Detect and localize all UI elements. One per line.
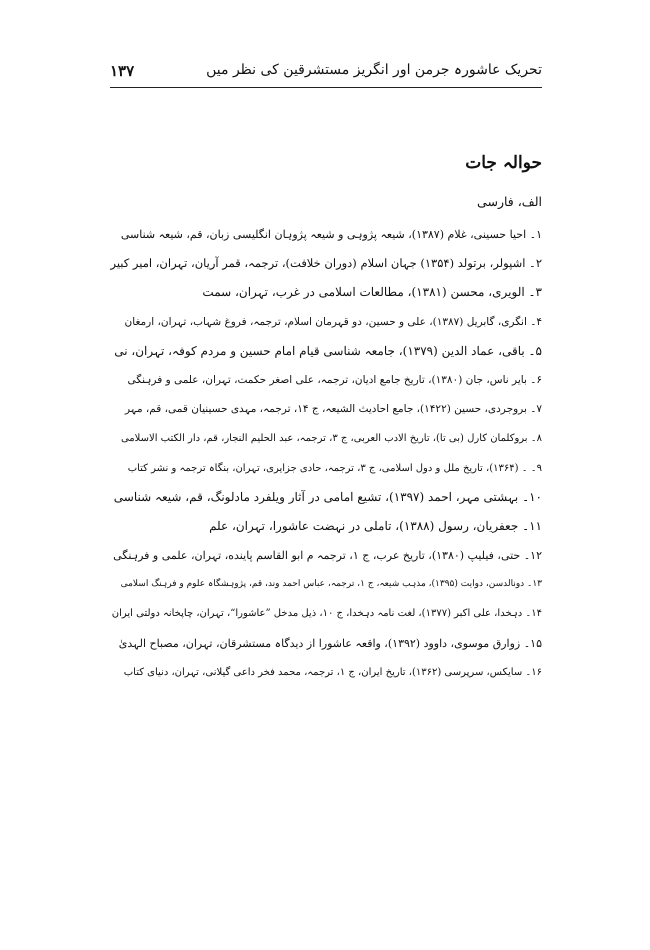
page-header xyxy=(110,62,542,86)
reference-item: ۱۰۔ بہشتی مہر، احمد (۱۳۹۷)، تشیع امامی در آثار ویلفرد مادلونگ، قم، شیعہ شناسی xyxy=(113,489,542,504)
reference-item: ۹۔ ۔ (۱۳۶۴)، تاریخ ملل و دول اسلامی، ج ۳، ترجمہ، حادی جزایری، تہران، بنگاہ ترجمہ و نشر کتاب xyxy=(127,462,542,474)
reference-item: ۲۔ اشپولر، برتولد (۱۳۵۴) جہان اسلام (دوران خلافت)، ترجمہ، قمر آریان، تہران، امیر کبیر xyxy=(110,256,542,271)
reference-item: ۱۳۔ دونالدسن، دوایت (۱۳۹۵)، مذہب شیعہ، ج ۱، ترجمہ، عباس احمد وند، قم، پژوہشگاہ علوم و فرہنگ اسلامی xyxy=(120,579,542,590)
references-section xyxy=(110,148,542,687)
reference-item: ۱۱۔ جعفریان، رسول (۱۳۸۸)، تاملی در نہضت عاشورا، تہران، علم xyxy=(209,518,542,533)
header-rule xyxy=(110,87,542,88)
reference-item: ۱۶۔ سایکس، سرپرسی (۱۳۶۲)، تاریخ ایران، ج ۱، ترجمہ، محمد فخر داعی گیلانی، تہران، دنیای کتاب xyxy=(123,666,542,678)
running-title: تحریک عاشورہ جرمن اور انگریز مستشرقین کی نظر میں xyxy=(206,62,542,78)
page-number: ۱۳۷ xyxy=(110,62,135,80)
reference-item: ۴۔ انگری، گابریل (۱۳۸۷)، علی و حسین، دو قہرمان اسلام، ترجمہ، فروغ شہاب، تہران، ارمغان xyxy=(124,315,542,328)
reference-item: ۸۔ بروکلمان کارل (بی تا)، تاریخ الادب العربی، ج ۳، ترجمہ، عبد الحلیم النجار، قم، دار الکتب الاسلامی xyxy=(120,433,542,445)
subheading-persian: الف، فارسی xyxy=(477,194,542,209)
reference-item: ۱۲۔ حتی، فیلیپ (۱۳۸۰)، تاریخ عرب، ج ۱، ترجمہ م ابو القاسم پاینده، تہران، علمی و فرہنگی xyxy=(113,549,542,563)
reference-item: ۷۔ بروجردی، حسین (۱۴۲۲)، جامع احادیث الشیعہ، ج ۱۴، ترجمہ، مہدی حسینیان قمی، قم، مہر xyxy=(125,403,542,416)
section-heading: حوالہ جات xyxy=(465,153,542,173)
reference-item: ۳۔ الویری، محسن (۱۳۸۱)، مطالعات اسلامی در غرب، تہران، سمت xyxy=(202,285,542,300)
reference-item: ۵۔ باقی، عماد الدین (۱۳۷۹)، جامعہ شناسی قیام امام حسین و مردم کوفہ، تہران، نی xyxy=(114,343,542,358)
reference-item: ۱۵۔ زوارق موسوی، داوود (۱۳۹۲)، واقعہ عاشورا از دیدگاہ مستشرقان، تہران، مصباح الہدیٰ xyxy=(118,636,542,650)
reference-item: ۱۔ احیا حسینی، غلام (۱۳۸۷)، شیعہ پژوہی و شیعہ پژوہان انگلیسی زبان، قم، شیعہ شناسی xyxy=(120,228,542,241)
reference-list xyxy=(110,220,542,687)
reference-item: ۱۴۔ دہخدا، علی اکبر (۱۳۷۷)، لغت نامہ دہخدا، ج ۱۰، ذیل مدخل ”عاشورا“، تہران، چاپخانہ دولتی ایران xyxy=(111,608,542,620)
reference-item: ۶۔ بایر ناس، جان (۱۳۸۰)، تاریخ جامع ادیان، ترجمہ، علی اصغر حکمت، تہران، علمی و فرہنگی xyxy=(127,373,542,386)
